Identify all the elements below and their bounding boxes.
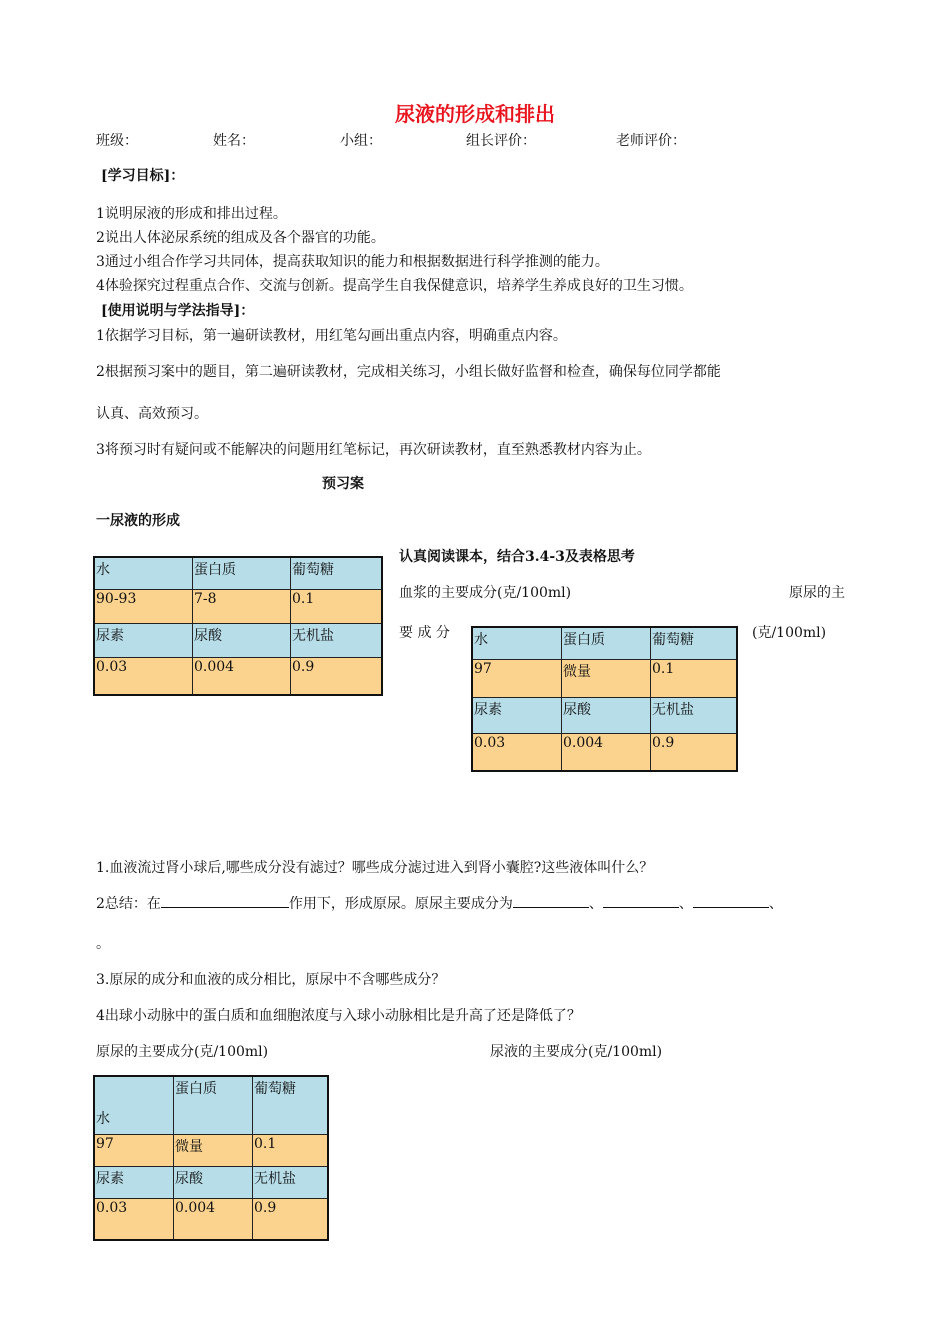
answer-blank[interactable] — [603, 893, 679, 908]
plasma-table — [93, 556, 383, 696]
question-2-text: 作用下，形成原尿。原尿主要成分为 — [288, 896, 513, 912]
table-cell: 无机盐 — [253, 1166, 329, 1198]
urine-caption: 尿液的主要成分(克/100ml) — [490, 1044, 663, 1060]
question-4: 4出球小动脉中的蛋白质和血细胞浓度与入球小动脉相比是升高了还是降低了？ — [96, 1008, 581, 1024]
goal-item: 1说明尿液的形成和排出过程。 — [96, 206, 287, 222]
primary-urine-table — [471, 626, 738, 772]
guide-item: 2根据预习案中的题目，第二遍研读教材，完成相关练习，小组长做好监督和检查，确保每位同学都能 — [96, 364, 721, 380]
table-cell: 0.004 — [562, 733, 651, 771]
table-cell: 0.9 — [291, 657, 383, 695]
table-cell: 水 — [94, 1076, 174, 1134]
primary-urine-caption: 原尿的主 — [789, 585, 845, 601]
separator: 、 — [588, 896, 603, 912]
group-label: 小组： — [340, 133, 382, 149]
unit-caption: (克/100ml) — [752, 625, 827, 641]
table-cell: 0.03 — [94, 657, 193, 695]
table-cell: 葡萄糖 — [291, 557, 383, 589]
table-cell: 90-93 — [94, 589, 193, 623]
preview-heading: 预习案 — [322, 476, 364, 492]
read-instruction: 认真阅读课本，结合3.4-3及表格思考 — [399, 549, 635, 565]
table-cell: 微量 — [174, 1134, 253, 1166]
table-cell: 尿素 — [94, 623, 193, 657]
table-cell: 无机盐 — [291, 623, 383, 657]
question-2 — [96, 893, 783, 913]
leader-eval-label: 组长评价： — [466, 133, 536, 149]
table-cell: 0.004 — [193, 657, 291, 695]
table-cell: 尿酸 — [174, 1166, 253, 1198]
separator: 、 — [678, 896, 693, 912]
table-cell: 0.1 — [253, 1134, 329, 1166]
goal-item: 2说出人体泌尿系统的组成及各个器官的功能。 — [96, 230, 385, 246]
guide-item: 1依据学习目标，第一遍研读教材，用红笔勾画出重点内容，明确重点内容。 — [96, 328, 567, 344]
table-cell: 0.1 — [291, 589, 383, 623]
goal-item: 4体验探究过程重点合作、交流与创新。提高学生自我保健意识，培养学生养成良好的卫生习惯。 — [96, 278, 693, 294]
table-cell: 0.03 — [94, 1198, 174, 1240]
plasma-caption: 血浆的主要成分(克/100ml) — [399, 585, 572, 601]
question-2-end: 。 — [96, 936, 110, 952]
section-heading: 一尿液的形成 — [96, 513, 180, 529]
guide-item: 认真、高效预习。 — [96, 406, 208, 422]
question-3: 3.原尿的成分和血液的成分相比，原尿中不含哪些成分？ — [96, 972, 446, 988]
table-cell: 蛋白质 — [193, 557, 291, 589]
guide-heading: [使用说明与学法指导]： — [101, 303, 255, 319]
table-cell: 7-8 — [193, 589, 291, 623]
primary-urine-caption: 要 成 分 — [399, 625, 450, 641]
guide-item: 3将预习时有疑问或不能解决的问题用红笔标记，再次研读教材，直至熟悉教材内容为止。 — [96, 442, 651, 458]
question-2-text: 2总结：在 — [96, 896, 161, 912]
table-cell: 0.1 — [651, 659, 738, 697]
primary-urine-caption-2: 原尿的主要成分(克/100ml) — [96, 1044, 269, 1060]
separator: 、 — [768, 896, 783, 912]
question-1: 1.血液流过肾小球后,哪些成分没有滤过？哪些成分滤过进入到肾小囊腔?这些液体叫什么？ — [96, 860, 654, 876]
table-cell: 尿素 — [472, 697, 562, 733]
table-cell: 尿酸 — [193, 623, 291, 657]
table-cell: 0.9 — [253, 1198, 329, 1240]
class-label: 班级： — [96, 133, 138, 149]
goals-heading: [学习目标]： — [101, 168, 185, 184]
table-cell: 0.9 — [651, 733, 738, 771]
table-cell: 尿酸 — [562, 697, 651, 733]
table-cell: 97 — [94, 1134, 174, 1166]
table-cell: 97 — [472, 659, 562, 697]
table-cell: 0.004 — [174, 1198, 253, 1240]
table-cell: 尿素 — [94, 1166, 174, 1198]
table-cell: 0.03 — [472, 733, 562, 771]
table-cell: 葡萄糖 — [253, 1076, 329, 1134]
answer-blank[interactable] — [161, 893, 289, 908]
table-cell: 葡萄糖 — [651, 627, 738, 659]
table-cell: 无机盐 — [651, 697, 738, 733]
teacher-eval-label: 老师评价： — [616, 133, 686, 149]
table-cell: 蛋白质 — [562, 627, 651, 659]
table-cell: 蛋白质 — [174, 1076, 253, 1134]
goal-item: 3通过小组合作学习共同体，提高获取知识的能力和根据数据进行科学推测的能力。 — [96, 254, 609, 270]
table-cell: 水 — [472, 627, 562, 659]
page-title: 尿液的形成和排出 — [395, 102, 555, 126]
table-cell: 水 — [94, 557, 193, 589]
urine-table — [93, 1075, 329, 1241]
name-label: 姓名： — [213, 133, 255, 149]
answer-blank[interactable] — [513, 893, 589, 908]
answer-blank[interactable] — [693, 893, 769, 908]
table-cell: 微量 — [562, 659, 651, 697]
